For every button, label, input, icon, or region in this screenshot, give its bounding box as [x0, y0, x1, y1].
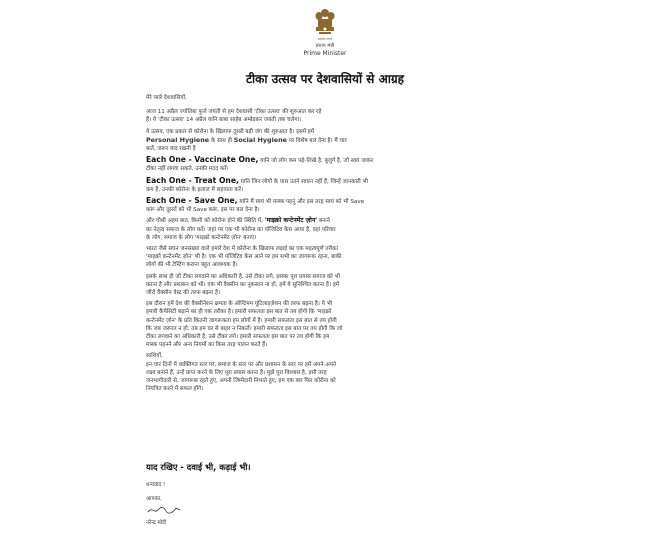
paragraph-2-line-3: बातें, जरूर याद रखनी है: [146, 146, 196, 153]
paragraph-2-connector: के साथ ही: [210, 137, 232, 144]
paragraph-7: [146, 361, 506, 394]
paragraph-7-line-4: नियंत्रित करने में सफल होंगे।: [146, 386, 204, 393]
paragraph-6-line-1: इस दौरान हमें देश की वैक्सीनेशन क्षमता के ऑप्टिमम यूटिलाइज़ेशन की तरफ बढ़ना है। ये भी: [146, 301, 333, 308]
point-2: [146, 177, 506, 194]
point-2-text: यानि जिन लोगों के पास उतने साधन नहीं हैं, जिन्हें जानकारी भी: [240, 178, 368, 185]
national-emblem-icon: [313, 6, 337, 42]
paragraph-1-line-2: हैं। ये 'टीका उत्सव' 14 अप्रैल यानि बाबा साहेब अम्बेडकर जयंती तक चलेगा।: [146, 117, 302, 124]
point-1-continuation: टीका नहीं लगवा सकते, उनकी मदद करें।: [146, 166, 229, 173]
paragraph-6-line-3: कन्टेनमेंट ज़ोन' के प्रति कितनी जागरूकता हम लोगों में है। हमारी सफलता इस बात से तय होगी: [146, 317, 337, 324]
salutation: मेरे प्यारे देशवासियों,: [146, 95, 187, 101]
personal-hygiene-text: Personal Hygiene: [146, 135, 210, 144]
point-1-heading: Each One - Vaccinate One,: [146, 155, 259, 165]
paragraph-6-line-4: कि जब जरूरत न हो, तब हम घर से बाहर न निकलें। हमारी सफलता इस बात पर तय होगी कि जो: [146, 325, 343, 332]
point-1: [146, 156, 506, 173]
point-2-continuation: कम है, उनकी कोरोना के इलाज में सहायता करें।: [146, 186, 244, 193]
paragraph-6-line-5: टीका लगवाने का अधिकारी है, उसे टीका लगे। हमारी सफलता इस बात पर तय होगी कि हम: [146, 334, 330, 341]
paragraph-5-line-2: करना है और प्रशासन को भी। एक भी वैक्सीन का नुकसान ना हो, हमें ये सुनिश्चित करना है। हमें: [146, 281, 340, 288]
closing-slogan: याद रखिए - दवाई भी, कड़ाई भी।: [146, 462, 251, 472]
signature-image: [146, 504, 182, 516]
point-3-continuation: करूं और दूसरों को भी Save करूं, इस पर बल देना है।: [146, 207, 260, 214]
point-3: [146, 197, 506, 214]
paragraph-3: [146, 217, 506, 242]
point-1-text: यानि जो लोग कम पढ़े-लिखे है, बुजुर्ग है, जो स्वयं जाकर: [260, 158, 374, 165]
paragraph-6: [146, 300, 506, 349]
paragraph-3-line-2: का नेतृत्व समाज के लोग करें। जहां पर एक भी कोरोना का पॉजिटिव केस आया है, वहां परिवार: [146, 226, 336, 233]
paragraph-7-line-3: जनभागीदारी से, जागरूक रहते हुए, अपनी जिम्मेदारी निभाते हुए, हम एक बार फिर कोरोना को: [146, 378, 336, 385]
office-english-label: Prime Minister: [303, 50, 347, 57]
point-2-heading: Each One - Treat One,: [146, 175, 239, 185]
point-3-heading: Each One - Save One,: [146, 196, 238, 206]
point-3-text: यानि मैं स्वयं भी मास्क पहनूं और इस तरह स्वयं को भी Save: [239, 199, 365, 206]
paragraph-3-line-3: के लोग, समाज के लोग 'माइक्रो कन्टेनमेंट ज़ोन' बनाएं।: [146, 234, 257, 241]
paragraph-5-line-1: इसके साथ ही जो टीका लगवाने का अधिकारी है, उसे टीका लगे, इसका पूरा प्रयास समाज को भी: [146, 273, 340, 280]
micro-containment-zone-text: 'माइक्रो कन्टेनमेंट ज़ोन': [264, 217, 318, 225]
svg-text:सत्यमेव जयते: सत्यमेव जयते: [317, 37, 333, 41]
paragraph-2-line-2: [146, 136, 506, 145]
paragraph-2-line-2-tail: पर विशेष बल देना है। मैं चार: [288, 137, 347, 144]
paragraph-4-line-3: लोगों की भी टेस्टिंग कराना बहुत आवश्यक है।: [146, 262, 238, 269]
paragraph-7-line-2: लक्ष्य बनाने हैं, उन्हें प्राप्त करने के लिए पूरा प्रयास करना है। मुझे पूरा विश्वास है, इसी तरह: [146, 369, 327, 376]
social-hygiene-text: Social Hygiene: [233, 135, 287, 144]
friends-salutation: साथियों,: [146, 353, 163, 360]
letter-title: टीका उत्सव पर देशवासियों से आग्रह: [245, 72, 404, 86]
paragraph-5: [146, 273, 506, 298]
paragraph-4-line-1: भारत जैसे सघन जनसंख्या वाले हमारे देश में कोरोना के खिलाफ लड़ाई का एक महत्वपूर्ण तरीका: [146, 246, 339, 253]
paragraph-1: [146, 108, 506, 124]
paragraph-5-line-3: जीरो वैक्सीन वेस्ट की तरफ बढ़ना है।: [146, 290, 221, 297]
paragraph-6-line-2: हमारी कैपेसिटी बढ़ाने का ही एक तरीका है। हमारी सफलता इस बात से तय होगी कि 'माइक्रो: [146, 309, 332, 316]
office-hindi-label: प्रधान मंत्री: [315, 43, 335, 49]
paragraph-3-line-1-tail: बनाने: [318, 218, 330, 225]
paragraph-2: [146, 128, 506, 154]
paragraph-4-line-2: 'माइक्रो कन्टेनमेंट ज़ोन' भी है। एक भी पॉजिटिव केस आने पर हम सभी का जागरूक रहना, बाकी: [146, 254, 342, 261]
thanks-text: धन्यवाद !: [146, 482, 166, 488]
paragraph-2-line-1: ये उत्सव, एक प्रकार से कोरोना के खिलाफ दूसरी बड़ी जंग की शुरुआत है। इसमें हमें: [146, 128, 315, 135]
letter-body: [146, 94, 506, 394]
signer-name: नरेन्द्र मोदी: [146, 520, 167, 526]
paragraph-1-line-1: आज 11 अप्रैल ज्योतिबा फुले जयंती से हम देशवासी 'टीका उत्सव' की शुरुआत कर रहे: [146, 109, 322, 116]
yours-text: आपका,: [146, 496, 162, 502]
paragraph-7-line-1: इन चार दिनों में व्यक्तिगत स्तर पर, समाज के स्तर पर और प्रशासन के स्तर पर हमें अपने-अपने: [146, 361, 337, 368]
paragraph-6-line-6: मास्क पहनने और अन्य नियमों का किस तरह पालन करते हैं।: [146, 342, 268, 349]
paragraph-3-lead: और चौथी अहम बात, किसी को कोरोना होने की स्थिति में,: [146, 218, 263, 225]
paragraph-4: [146, 245, 506, 270]
